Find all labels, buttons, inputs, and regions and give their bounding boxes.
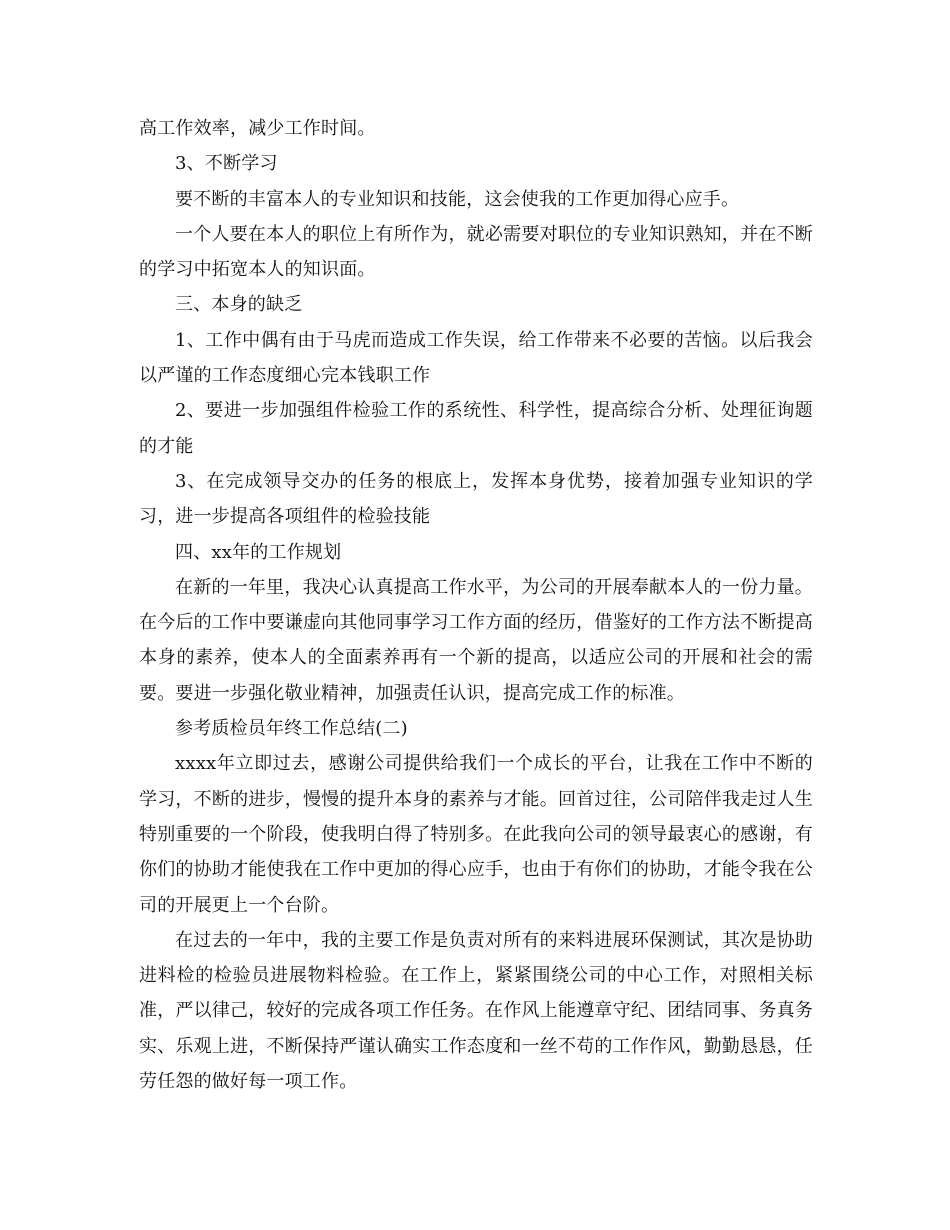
document-title: 参考质检员年终工作总结(二) (175, 718, 408, 740)
subheading: 3、不断学习 (175, 153, 278, 175)
document-body (139, 111, 813, 1099)
section-heading: 四、xx年的工作规划 (175, 541, 342, 563)
paragraph: 高工作效率，减少工作时间。 (139, 118, 376, 139)
paragraph: 一个人要在本人的职位上有所作为，就必需要对职位的专业知识熟知，并在不断的学习中拓宽本人的知识面。 (139, 223, 813, 281)
paragraph: 要不断的丰富本人的专业知识和技能，这会使我的工作更加得心应手。 (175, 188, 740, 210)
paragraph: 在新的一年里，我决心认真提高工作水平，为公司的开展奉献本人的一份力量。在今后的工作中要谦虚向其他同事学习工作方面的经历，借鉴好的工作方法不断提高本身的素养，使本人的全面素养再有一个新的提高，以适应公司的开展和社会的需要。要进一步强化敬业精神，加强责任认识，提高完成工作的标准。 (139, 576, 813, 704)
list-item: 3、在完成领导交办的任务的根底上，发挥本身优势，接着加强专业知识的学习，进一步提高各项组件的检验技能 (139, 470, 813, 528)
paragraph: 在过去的一年中，我的主要工作是负责对所有的来料进展环保测试，其次是协助进料检的检验员进展物料检验。在工作上，紧紧围绕公司的中心工作，对照相关标准，严以律己，较好的完成各项工作任务。在作风上能遵章守纪、团结同事、务真务实、乐观上进，不断保持严谨认确实工作态度和一丝不苟的工作作风，勤勤恳恳，任劳任怨的做好每一项工作。 (139, 929, 813, 1093)
section-heading: 三、本身的缺乏 (175, 294, 303, 316)
list-item: 2、要进一步加强组件检验工作的系统性、科学性，提高综合分析、处理征询题的才能 (139, 400, 813, 457)
list-item: 1、工作中偶有由于马虎而造成工作失误，给工作带来不必要的苦恼。以后我会以严谨的工作态度细心完本钱职工作 (139, 329, 813, 387)
paragraph: xxxx年立即过去，感谢公司提供给我们一个成长的平台，让我在工作中不断的学习，不断的进步，慢慢的提升本身的素养与才能。回首过往，公司陪伴我走过人生特别重要的一个阶段，使我明白得了特别多。在此我向公司的领导最衷心的感谢，有你们的协助才能使我在工作中更加的得心应手，也由于有你们的协助，才能令我在公司的开展更上一个台阶。 (139, 753, 813, 916)
